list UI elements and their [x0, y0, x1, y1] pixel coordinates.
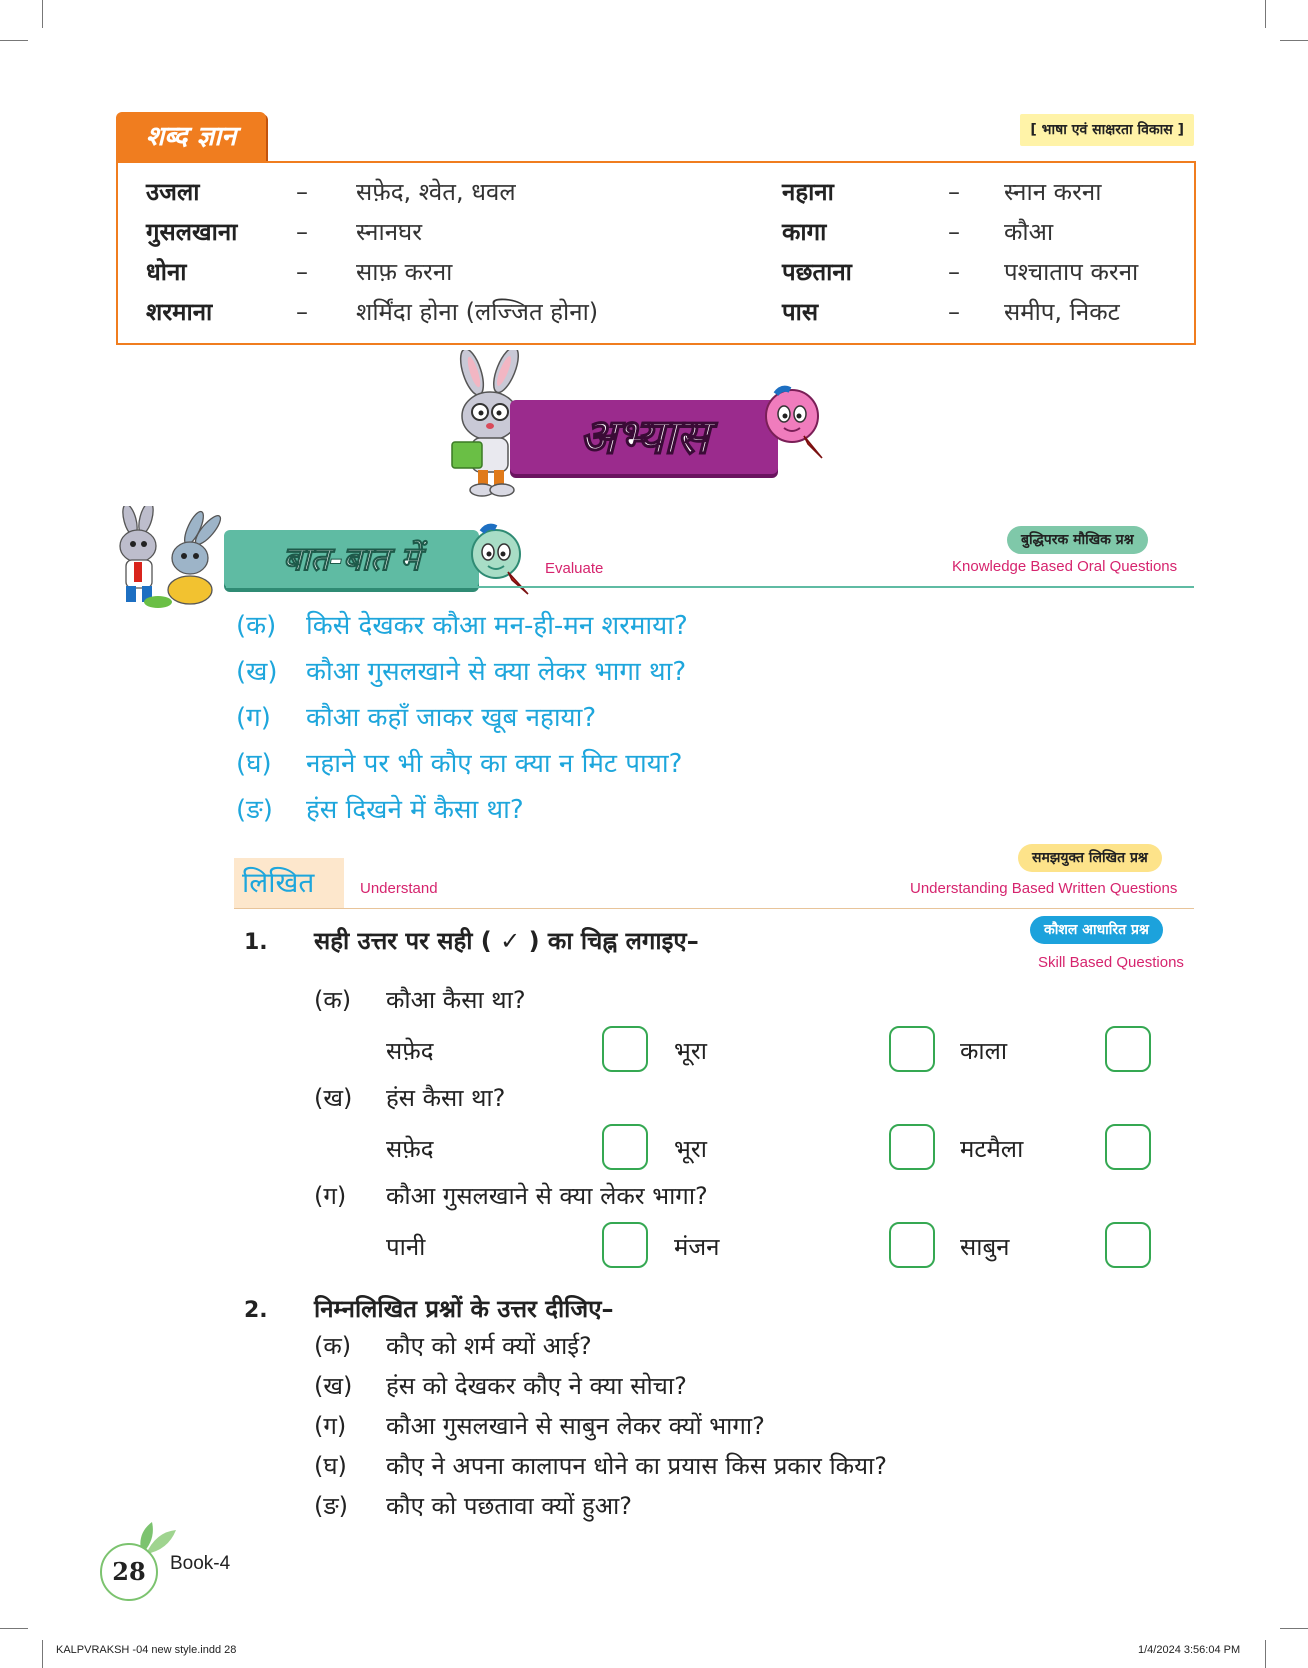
answer-checkbox[interactable]	[1105, 1124, 1151, 1170]
answer-checkbox[interactable]	[889, 1222, 935, 1268]
written-question	[314, 1326, 592, 1366]
word-section-tab	[116, 112, 266, 162]
question-text: कौए को शर्म क्यों आई?	[386, 1332, 592, 1360]
option-label: सफ़ेद	[386, 1037, 434, 1065]
answer-checkbox[interactable]	[602, 1124, 648, 1170]
option-label: सफ़ेद	[386, 1135, 434, 1163]
question-text: कौआ गुसलखाने से क्या लेकर भागा था?	[306, 657, 687, 687]
meaning: साफ़ करना	[356, 258, 453, 286]
word: कागा	[782, 218, 827, 246]
word: नहाना	[782, 178, 834, 206]
meaning: स्नान करना	[1004, 178, 1102, 206]
question-label: (ख)	[314, 1084, 353, 1112]
mcq-question	[314, 980, 526, 1020]
section-divider	[234, 908, 1194, 909]
question-label: (घ)	[314, 1452, 347, 1480]
crop-mark	[42, 1640, 43, 1668]
option-label: मटमैला	[960, 1135, 1024, 1163]
literacy-tag: [ भाषा एवं साक्षरता विकास ]	[1020, 114, 1194, 146]
pencil-mascot-illustration	[760, 384, 830, 464]
question-text: हंस को देखकर कौए ने क्या सोचा?	[386, 1372, 687, 1400]
question-label: (ख)	[236, 657, 278, 687]
oral-questions-caption: Knowledge Based Oral Questions	[952, 558, 1178, 575]
question-label: (ग)	[314, 1182, 347, 1210]
meaning: कौआ	[1004, 218, 1054, 246]
word-row	[118, 173, 1194, 211]
dash: –	[948, 218, 960, 246]
meaning: शर्मिंदा होना (लज्जित होना)	[356, 298, 599, 326]
dash: –	[948, 298, 960, 326]
section-divider	[226, 586, 1194, 588]
question-label: (क)	[236, 611, 277, 641]
question-text: किसे देखकर कौआ मन-ही-मन शरमाया?	[306, 611, 688, 641]
word-row	[118, 253, 1194, 291]
word: गुसलखाना	[146, 218, 238, 246]
dash: –	[296, 258, 308, 286]
word: पास	[782, 298, 819, 326]
word: पछताना	[782, 258, 852, 286]
understand-label: Understand	[360, 880, 438, 897]
question-label: (ग)	[236, 703, 271, 733]
question-text: कौआ कैसा था?	[386, 986, 526, 1014]
oral-question	[236, 744, 1136, 784]
question-text: कौए को पछतावा क्यों हुआ?	[386, 1492, 632, 1520]
answer-checkbox[interactable]	[889, 1124, 935, 1170]
skill-questions-caption: Skill Based Questions	[1038, 954, 1184, 971]
crop-mark	[1280, 1628, 1308, 1629]
written-question	[314, 1446, 887, 1486]
question-label: (क)	[314, 986, 352, 1014]
word: धोना	[146, 258, 187, 286]
written-question	[314, 1486, 632, 1526]
question-number: 2.	[244, 1298, 268, 1323]
crop-mark	[42, 0, 43, 28]
option-label: काला	[960, 1037, 1008, 1065]
option-label: भूरा	[674, 1037, 707, 1065]
question-text: नहाने पर भी कौए का क्या न मिट पाया?	[306, 749, 683, 779]
baat-baat-title: बात-बात में	[282, 539, 421, 578]
question-text: हंस कैसा था?	[386, 1084, 506, 1112]
oral-question	[236, 652, 1136, 692]
book-label: Book-4	[170, 1553, 231, 1574]
question-label: (ख)	[314, 1372, 353, 1400]
question-label: (ङ)	[236, 795, 273, 825]
meaning: स्नानघर	[356, 218, 423, 246]
word-row	[118, 293, 1194, 331]
likhit-box	[234, 858, 344, 908]
dash: –	[296, 178, 308, 206]
question-heading: सही उत्तर पर सही ( ✓ ) का चिह्न लगाइए–	[314, 927, 699, 955]
two-bunnies-illustration	[108, 506, 228, 614]
dash: –	[296, 218, 308, 246]
oral-questions-tag: बुद्धिपरक मौखिक प्रश्न	[1007, 526, 1148, 554]
crop-mark	[1280, 40, 1308, 41]
oral-question	[236, 698, 1136, 738]
meaning: पश्चाताप करना	[1004, 258, 1139, 286]
crop-mark	[0, 1628, 28, 1629]
question-number: 1.	[244, 930, 268, 955]
question-text: हंस दिखने में कैसा था?	[306, 795, 524, 825]
written-question	[314, 1366, 687, 1406]
question-text: कौआ गुसलखाने से साबुन लेकर क्यों भागा?	[386, 1412, 765, 1440]
answer-checkbox[interactable]	[602, 1222, 648, 1268]
written-question	[314, 1406, 765, 1446]
skill-questions-tag: कौशल आधारित प्रश्न	[1030, 916, 1163, 944]
option-label: भूरा	[674, 1135, 707, 1163]
word-section-title: शब्द ज्ञान	[145, 121, 237, 152]
written-questions-tag: समझयुक्त लिखित प्रश्न	[1018, 844, 1162, 872]
dash: –	[296, 298, 308, 326]
question-heading: निम्नलिखित प्रश्नों के उत्तर दीजिए–	[314, 1295, 614, 1323]
answer-checkbox[interactable]	[1105, 1026, 1151, 1072]
meaning: सफ़ेद, श्वेत, धवल	[356, 178, 516, 206]
word: उजला	[146, 178, 200, 206]
answer-checkbox[interactable]	[889, 1026, 935, 1072]
timestamp-slug: 1/4/2024 3:56:04 PM	[1138, 1644, 1241, 1656]
option-label: पानी	[386, 1233, 426, 1261]
question-text: कौए ने अपना कालापन धोने का प्रयास किस प्रकार किया?	[386, 1452, 887, 1480]
mcq-question	[314, 1176, 708, 1216]
dash: –	[948, 258, 960, 286]
written-questions-caption: Understanding Based Written Questions	[910, 880, 1178, 897]
page-number: 28	[112, 1557, 146, 1586]
option-label: मंजन	[674, 1233, 720, 1261]
question-label: (क)	[314, 1332, 352, 1360]
mcq-question	[314, 1078, 505, 1118]
oral-question	[236, 606, 1136, 646]
abhyas-banner	[510, 400, 778, 474]
crop-mark	[1265, 1640, 1266, 1668]
likhit-title: लिखित	[242, 866, 315, 899]
dash: –	[948, 178, 960, 206]
word-meaning-box	[116, 161, 1196, 345]
answer-checkbox[interactable]	[602, 1026, 648, 1072]
word: शरमाना	[146, 298, 213, 326]
meaning: समीप, निकट	[1004, 298, 1120, 326]
crop-mark	[1265, 0, 1266, 28]
answer-checkbox[interactable]	[1105, 1222, 1151, 1268]
file-slug: KALPVRAKSH -04 new style.indd 28	[56, 1644, 237, 1656]
evaluate-label: Evaluate	[545, 560, 604, 577]
option-label: साबुन	[960, 1233, 1010, 1261]
baat-baat-banner	[224, 530, 479, 588]
question-label: (घ)	[236, 749, 272, 779]
question-text: कौआ गुसलखाने से क्या लेकर भागा?	[386, 1182, 708, 1210]
question-label: (ङ)	[314, 1492, 349, 1520]
question-label: (ग)	[314, 1412, 347, 1440]
word-row	[118, 213, 1194, 251]
crop-mark	[0, 40, 28, 41]
question-text: कौआ कहाँ जाकर खूब नहाया?	[306, 703, 597, 733]
abhyas-title: अभ्यास	[579, 409, 709, 465]
pencil-mascot-illustration	[466, 522, 536, 602]
oral-question	[236, 790, 1136, 830]
